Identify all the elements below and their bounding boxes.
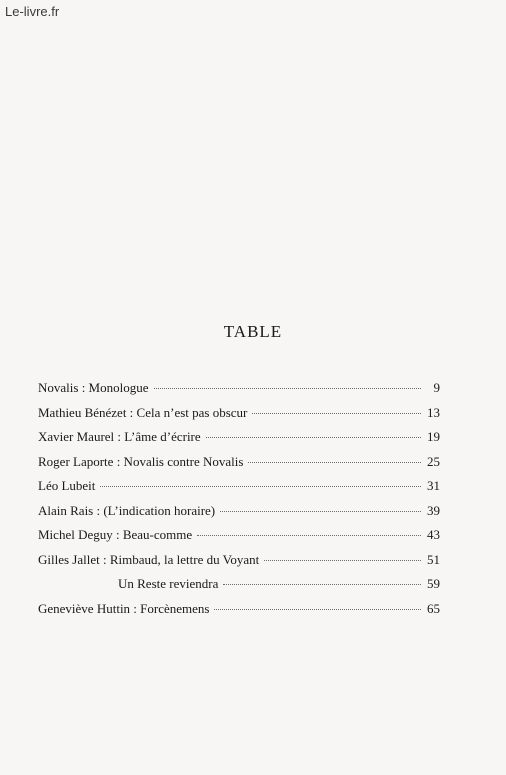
toc-entry-text: Michel Deguy : Beau-comme [38,527,193,542]
toc-entry [38,576,440,601]
toc-page-number: 9 [433,380,440,395]
dot-leader [197,535,421,536]
toc-entry [38,552,440,577]
toc-entry [38,454,440,479]
toc-page-number: 59 [427,576,440,591]
watermark: Le-livre.fr [5,4,60,19]
toc-entry-text: Léo Lubeit [38,478,96,493]
table-of-contents [38,380,440,625]
toc-page-number: 39 [427,502,440,518]
toc-entry-text: Roger Laporte : Novalis contre Novalis [38,453,244,469]
toc-page-number: 19 [427,429,440,444]
dot-leader [220,511,421,512]
toc-page-number: 13 [427,404,440,420]
toc-entry [38,380,440,405]
toc-entry [38,601,440,626]
dot-leader [100,486,421,487]
dot-leader [214,609,421,610]
toc-entry [38,527,440,552]
toc-page-number: 25 [427,453,440,469]
dot-leader [206,437,421,438]
toc-entry-text: Un Reste reviendra [118,576,219,591]
toc-entry-text: Novalis : Monologue [38,380,149,395]
page-title: TABLE [223,322,283,341]
toc-entry [38,405,440,430]
toc-page-number: 65 [427,600,440,616]
dot-leader [248,462,421,463]
toc-entry [38,478,440,503]
dot-leader [154,388,422,389]
dot-leader [223,584,421,585]
toc-entry [38,429,440,454]
dot-leader [252,413,421,414]
toc-page-number: 31 [427,478,440,493]
toc-entry-text: Gilles Jallet : Rimbaud, la lettre du Voyant [38,551,260,567]
toc-entry-text: Mathieu Bénézet : Cela n’est pas obscur [38,404,248,420]
toc-entry-text: Alain Rais : (L’indication horaire) [38,502,216,518]
toc-entry-text: Xavier Maurel : L’âme d’écrire [38,429,201,444]
toc-page-number: 43 [427,527,440,542]
toc-entry [38,503,440,528]
toc-entry-text: Geneviève Huttin : Forcènemens [38,600,210,616]
dot-leader [264,560,421,561]
toc-page-number: 51 [427,551,440,567]
